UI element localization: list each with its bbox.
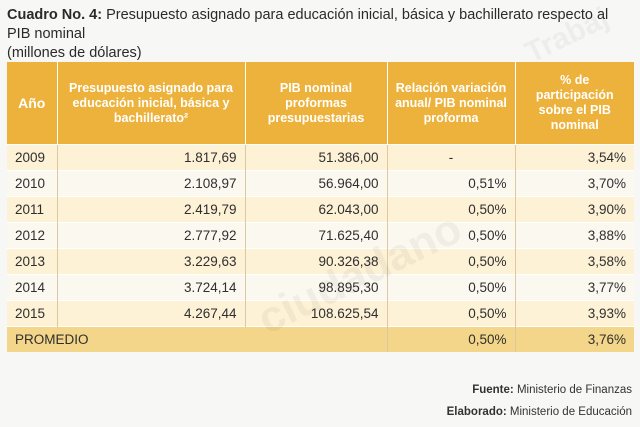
cell-year: 2012 [7,223,57,249]
average-relation: 0,50% [387,327,515,353]
cell-pib: 90.326,38 [245,249,387,275]
cell-pib: 108.625,54 [245,301,387,327]
table-row [7,249,634,275]
cell-budget: 2.108,97 [57,171,245,197]
header-budget: Presupuesto asignado para educación inicial, básica y bachillerato² [57,62,245,145]
cell-relation: 0,50% [387,275,515,301]
table-row [7,275,634,301]
header-percent: % de participación sobre el PIB nominal [515,62,634,145]
made-by-note [447,406,632,418]
cell-relation: 0,50% [387,249,515,275]
budget-table [7,62,634,352]
table-row [7,197,634,223]
table-row [7,171,634,197]
cell-budget: 3.229,63 [57,249,245,275]
header-relation: Relación variación anual/ PIB nominal proforma [387,62,515,145]
cell-year: 2010 [7,171,57,197]
made-label: Elaborado: [446,406,507,418]
caption-label: Cuadro No. 4: [7,7,103,23]
cell-relation: 0,50% [387,301,515,327]
caption-text: Presupuesto asignado para educación inicial, básica y bachillerato respecto al PIB nominal [7,7,609,42]
source-value: Ministerio de Finanzas [516,384,632,396]
cell-relation: 0,50% [387,223,515,249]
cell-pib: 98.895,30 [245,275,387,301]
cell-year: 2009 [7,145,57,171]
cell-pib: 71.625,40 [245,223,387,249]
cell-year: 2011 [7,197,57,223]
header-year: Año [7,62,57,145]
cell-relation: 0,51% [387,171,515,197]
cell-percent: 3,90% [515,197,634,223]
cell-percent: 3,54% [515,145,634,171]
cell-pib: 51.386,00 [245,145,387,171]
cell-budget: 3.724,14 [57,275,245,301]
header-pib: PIB nominal proformas presupuestarias [245,62,387,145]
cell-budget: 2.777,92 [57,223,245,249]
cell-percent: 3,88% [515,223,634,249]
table-header-row [7,62,634,145]
cell-relation: 0,50% [387,197,515,223]
caption-units: (millones de dólares) [7,45,142,61]
cell-percent: 3,93% [515,301,634,327]
cell-budget: 2.419,79 [57,197,245,223]
cell-percent: 3,70% [515,171,634,197]
cell-pib: 62.043,00 [245,197,387,223]
table-caption [7,6,635,63]
cell-budget: 4.267,44 [57,301,245,327]
average-percent: 3,76% [515,327,634,353]
cell-relation: - [387,145,515,171]
source-note [472,384,632,396]
cell-pib: 56.964,00 [245,171,387,197]
table-row [7,145,634,171]
average-label: PROMEDIO [7,327,387,353]
cell-percent: 3,58% [515,249,634,275]
table-row [7,301,634,327]
source-label: Fuente: [472,384,514,396]
cell-percent: 3,77% [515,275,634,301]
cell-year: 2015 [7,301,57,327]
cell-year: 2013 [7,249,57,275]
average-row [7,327,634,353]
cell-year: 2014 [7,275,57,301]
table-row [7,223,634,249]
cell-budget: 1.817,69 [57,145,245,171]
made-value: Ministerio de Educación [509,406,632,418]
